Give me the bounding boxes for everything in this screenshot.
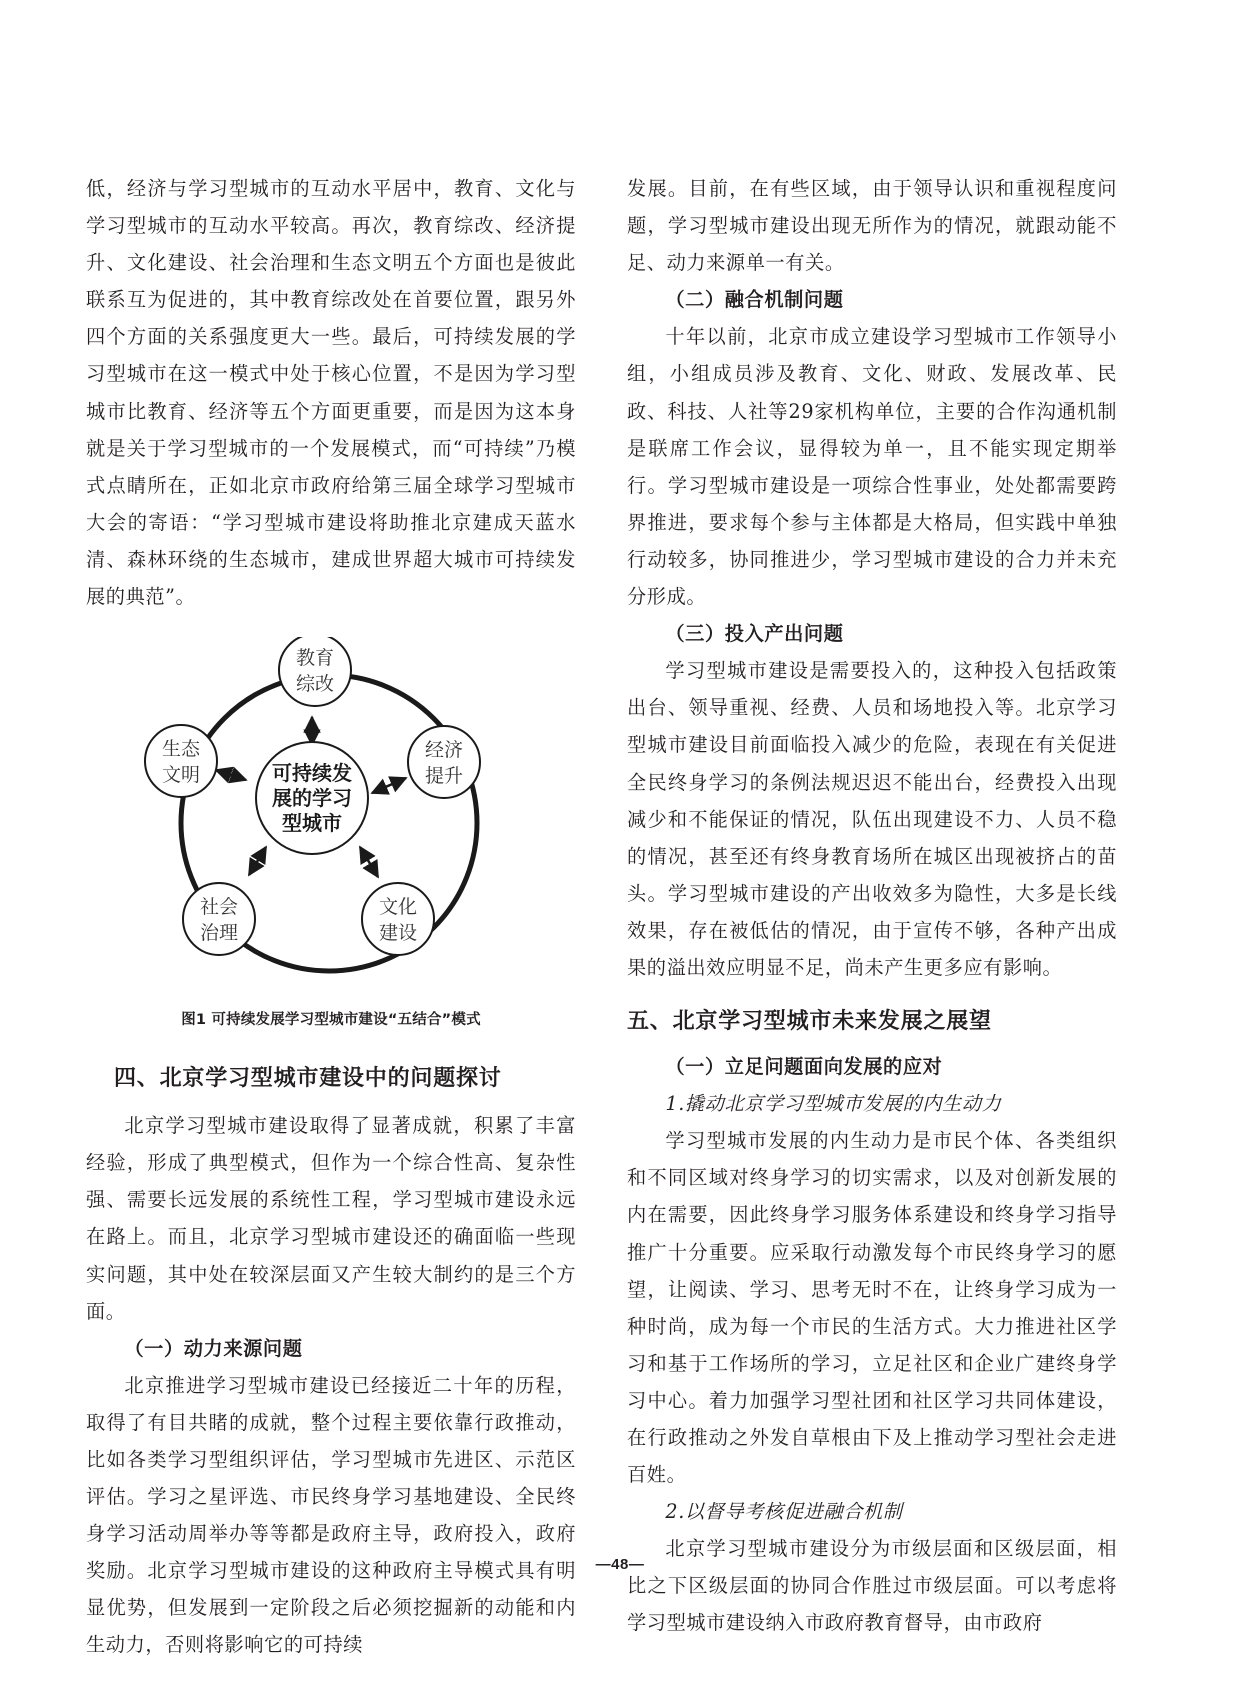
paragraph: 学习型城市发展的内生动力是市民个体、各类组织和不同区域对终身学习的切实需求，以及对创新发展的内在需要，因此终身学习服务体系建设和终身学习指导推广十分重要。应采取行动激发每个市民终身学习的愿望，让阅读、学习、思考无时不在，让终身学习成为一种时尚，成为每一个市民的生活方式。大力推进社区学习和基于工作场所的学习，立足社区和企业广建终身学习中心。着力加强学习型社团和社区学习共同体建设，在行政推动之外发自草根由下及上推动学习型社会走进百姓。 [627,1129,1117,1487]
paragraph: 学习型城市建设是需要投入的，这种投入包括政策出台、领导重视、经费、人员和场地投入等。北京学习型城市建设目前面临投入减少的危险，表现在有关促进全民终身学习的条例法规迟迟不能出台，经费投入出现减少和不能保证的情况，队伍出现建设不力、人员不稳的情况，甚至还有终身教育场所在城区出现被挤占的苗头。学习型城市建设的产出收效多为隐性，大多是长线效果，存在被低估的情况，由于宣传不够，各种产出成果的溢出效应明显不足，尚未产生更多应有影响。 [627,659,1117,979]
node-ecology [145,725,217,797]
subsection-5-1-title: （一）立足问题面向发展的应对 [665,1055,943,1079]
subsection-2-title: （二）融合机制问题 [665,288,844,312]
node-culture-label-1: 文化 [378,896,418,919]
paragraph: 北京推进学习型城市建设已经接近二十年的历程，取得了有目共睹的成就，整个过程主要依靠行政推动，比如各类学习型组织评估，学习型城市先进区、示范区评估。学习之星评选、市民终身学习基地建设、全民终身学习活动周举办等等都是政府主导，政府投入，政府奖励。北京学习型城市建设的这种政府主导模式具有明显优势，但发展到一定阶段之后必须挖掘新的动能和内生动力，否则将影响它的可持续 [86,1373,576,1657]
node-culture [362,883,434,955]
node-education-label-2: 综改 [295,673,335,696]
right-column [627,170,1117,1642]
node-education-label-1: 教育 [295,647,335,670]
center-label-line-3: 型城市 [282,811,342,836]
section-5-title: 五、北京学习型城市未来发展之展望 [627,1009,992,1035]
page-number: —48— [595,1556,645,1573]
figure-caption: 图1 可持续发展学习型城市建设“五结合”模式 [181,1012,481,1029]
center-label-line-2: 展的学习 [272,786,352,811]
item-1-title: 1.撬动北京学习型城市发展的内生动力 [665,1092,1002,1116]
paragraph: 十年以前，北京市成立建设学习型城市工作领导小组，小组成员涉及教育、文化、财政、发展改革、民政、科技、人社等29家机构单位，主要的合作沟通机制是联席工作会议，显得较为单一，且不能实现定期举行。学习型城市建设是一项综合性事业，处处都需要跨界推进，要求每个参与主体都是大格局，但实践中单独行动较多，协同推进少，学习型城市建设的合力并未充分形成。 [627,325,1117,609]
node-governance-label-1: 社会 [199,896,239,919]
node-governance [183,883,255,955]
subsection-3-title: （三）投入产出问题 [665,622,844,646]
arrow-economy [372,778,406,793]
center-label-line-1: 可持续发 [272,761,352,786]
node-governance-label-2: 治理 [199,922,239,945]
figure-five-combination-model [86,637,576,1009]
node-economy-label-1: 经济 [424,739,464,762]
section-4-title: 四、北京学习型城市建设中的问题探讨 [114,1066,502,1092]
arrow-culture [360,847,378,877]
node-economy [408,726,480,798]
paragraph: 北京学习型城市建设取得了显著成就，积累了丰富经验，形成了典型模式，但作为一个综合性高、复杂性强、需要长远发展的系统性工程，学习型城市建设永远在路上。而且，北京学习型城市建设还的确面临一些现实问题，其中处在较深层面又产生较大制约的是三个方面。 [86,1114,576,1323]
left-column [86,170,576,1664]
node-economy-label-2: 提升 [424,765,464,788]
model-diagram [86,637,576,1009]
node-culture-label-2: 建设 [378,922,418,945]
arrow-governance [249,847,266,875]
item-2-title: 2.以督导考核促进融合机制 [665,1500,903,1524]
paragraph: 发展。目前，在有些区域，由于领导认识和重视程度问题，学习型城市建设出现无所作为的情况，就跟动能不足、动力来源单一有关。 [627,177,1117,275]
subsection-1-title: （一）动力来源问题 [124,1336,303,1360]
paragraph: 北京学习型城市建设分为市级层面和区级层面，相比之下区级层面的协同合作胜过市级层面。可以考虑将学习型城市建设纳入市政府教育督导，由市政府 [627,1537,1117,1635]
node-ecology-label-2: 文明 [161,764,201,787]
paragraph: 低，经济与学习型城市的互动水平居中，教育、文化与学习型城市的互动水平较高。再次，教育综改、经济提升、文化建设、社会治理和生态文明五个方面也是彼此联系互为促进的，其中教育综改处在首要位置，跟另外四个方面的关系强度更大一些。最后，可持续发展的学习型城市在这一模式中处于核心位置，不是因为学习型城市比教育、经济等五个方面更重要，而是因为这本身就是关于学习型城市的一个发展模式，而“可持续”乃模式点睛所在，正如北京市政府给第三届全球学习型城市大会的寄语：“学习型城市建设将助推北京建成天蓝水清、森林环绕的生态城市，建成世界超大城市可持续发展的典范”。 [86,177,576,609]
node-ecology-label-1: 生态 [161,738,201,761]
arrow-ecology [216,770,246,780]
